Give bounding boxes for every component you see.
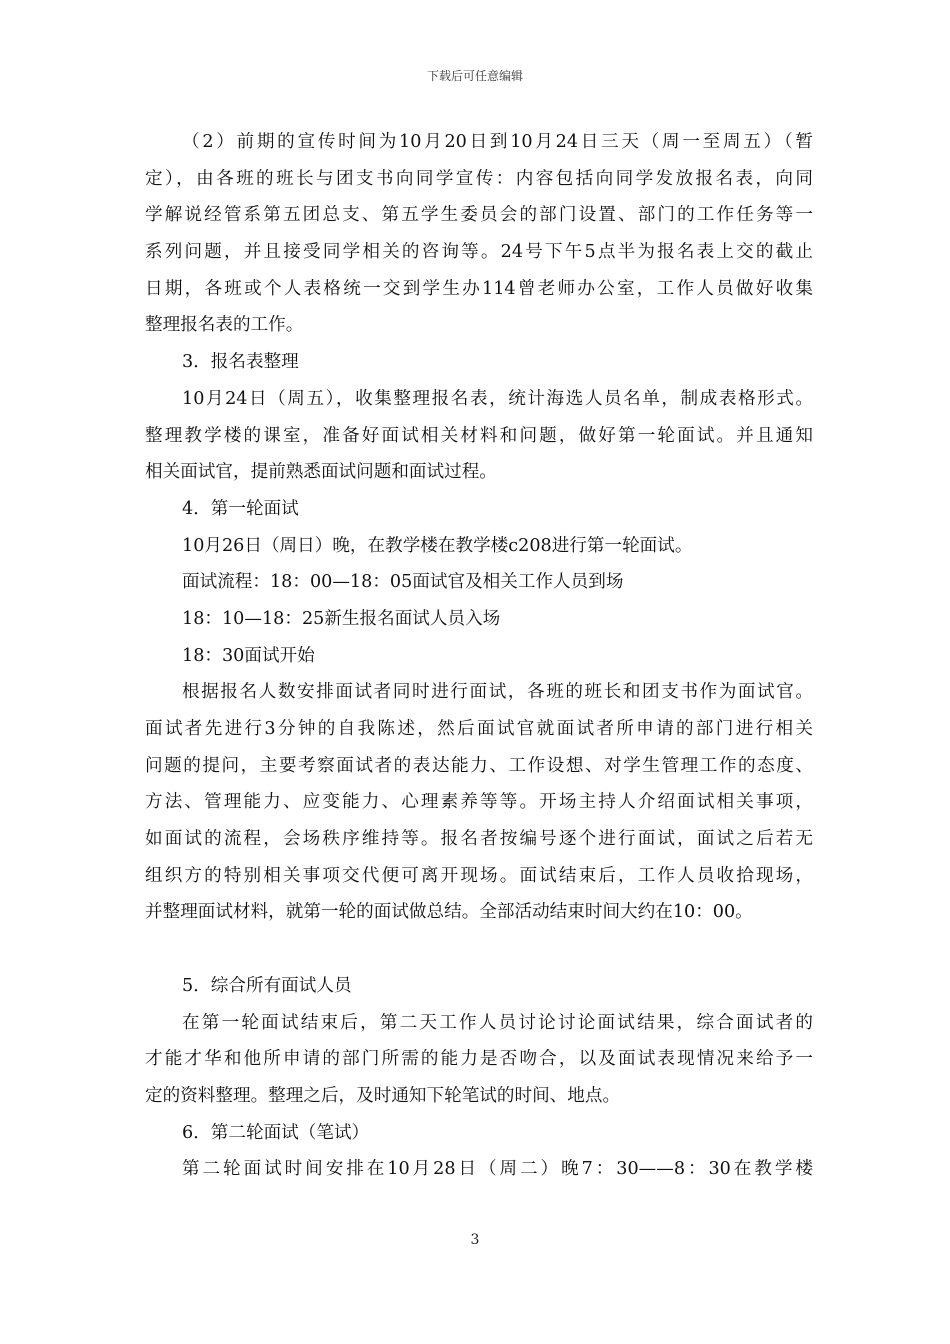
text-line: 并整理面试材料，就第一轮的面试做总结。全部活动结束时间大约在10：00。	[145, 902, 753, 923]
section-heading: 5．综合所有面试人员	[182, 975, 352, 996]
text-line: 10月24日（周五），收集整理报名表，统计海选人员名单，制成表格形式。	[182, 388, 813, 409]
text-line: 系列问题，并且接受同学相关的咨询等。24号下午5点半为报名表上交的截止	[145, 242, 813, 263]
text-line: 第二轮面试时间安排在10月28日（周二）晚7：30——8：30在教学楼	[182, 1159, 813, 1180]
text-line: 相关面试官，提前熟悉面试问题和面试过程。	[145, 462, 497, 483]
text-line: 面试流程：18：00—18：05面试官及相关工作人员到场	[182, 572, 624, 593]
text-line: 10月26日（周日）晚，在教学楼在教学楼c208进行第一轮面试。	[182, 535, 693, 556]
text-line: 整理教学楼的课室，准备好面试相关材料和问题，做好第一轮面试。并且通知	[145, 425, 813, 446]
page-number: 3	[470, 1232, 480, 1248]
text-line: 定），由各班的班长与团支书向同学宣传：内容包括向同学发放报名表，向同	[145, 168, 813, 189]
text-line: 定的资料整理。整理之后，及时通知下轮笔试的时间、地点。	[145, 1085, 621, 1106]
text-line: 问题的提问，主要考察面试者的表达能力、工作设想、对学生管理工作的态度、	[145, 755, 813, 776]
text-line: 根据报名人数安排面试者同时进行面试，各班的班长和团支书作为面试官。	[182, 682, 813, 703]
page-header: 下载后可任意编辑	[426, 69, 523, 83]
section-heading: 4．第一轮面试	[182, 498, 299, 519]
text-line: 18：30面试开始	[182, 645, 315, 666]
section-heading: 6．第二轮面试（笔试）	[182, 1122, 370, 1143]
text-line: 在第一轮面试结束后，第二天工作人员讨论讨论面试结果，综合面试者的	[182, 1012, 813, 1033]
text-line: 组织方的特别相关事项交代便可离开现场。面试结束后，工作人员收拾现场，	[145, 865, 813, 886]
text-line: 如面试的流程，会场秩序维持等。报名者按编号逐个进行面试，面试之后若无	[145, 829, 813, 850]
blank-line	[145, 931, 813, 968]
text-line: 才能才华和他所申请的部门所需的能力是否吻合，以及面试表现情况来给予一	[145, 1049, 813, 1070]
text-line: 整理报名表的工作。	[145, 315, 304, 336]
text-line: （2）前期的宣传时间为10月20日到10月24日三天（周一至周五）（暂	[182, 132, 813, 152]
text-line: 日期，各班或个人表格统一交到学生办114曾老师办公室，工作人员做好收集	[145, 278, 813, 299]
text-line: 学解说经管系第五团总支、第五学生委员会的部门设置、部门的工作任务等一	[145, 205, 813, 226]
document-body	[145, 124, 813, 1188]
text-line: 18：10—18：25新生报名面试人员入场	[182, 608, 501, 629]
text-line: 方法、管理能力、应变能力、心理素养等等。开场主持人介绍面试相关事项，	[145, 792, 813, 813]
text-line: 面试者先进行3分钟的自我陈述，然后面试官就面试者所申请的部门进行相关	[145, 719, 813, 739]
section-heading: 3．报名表整理	[182, 352, 299, 373]
